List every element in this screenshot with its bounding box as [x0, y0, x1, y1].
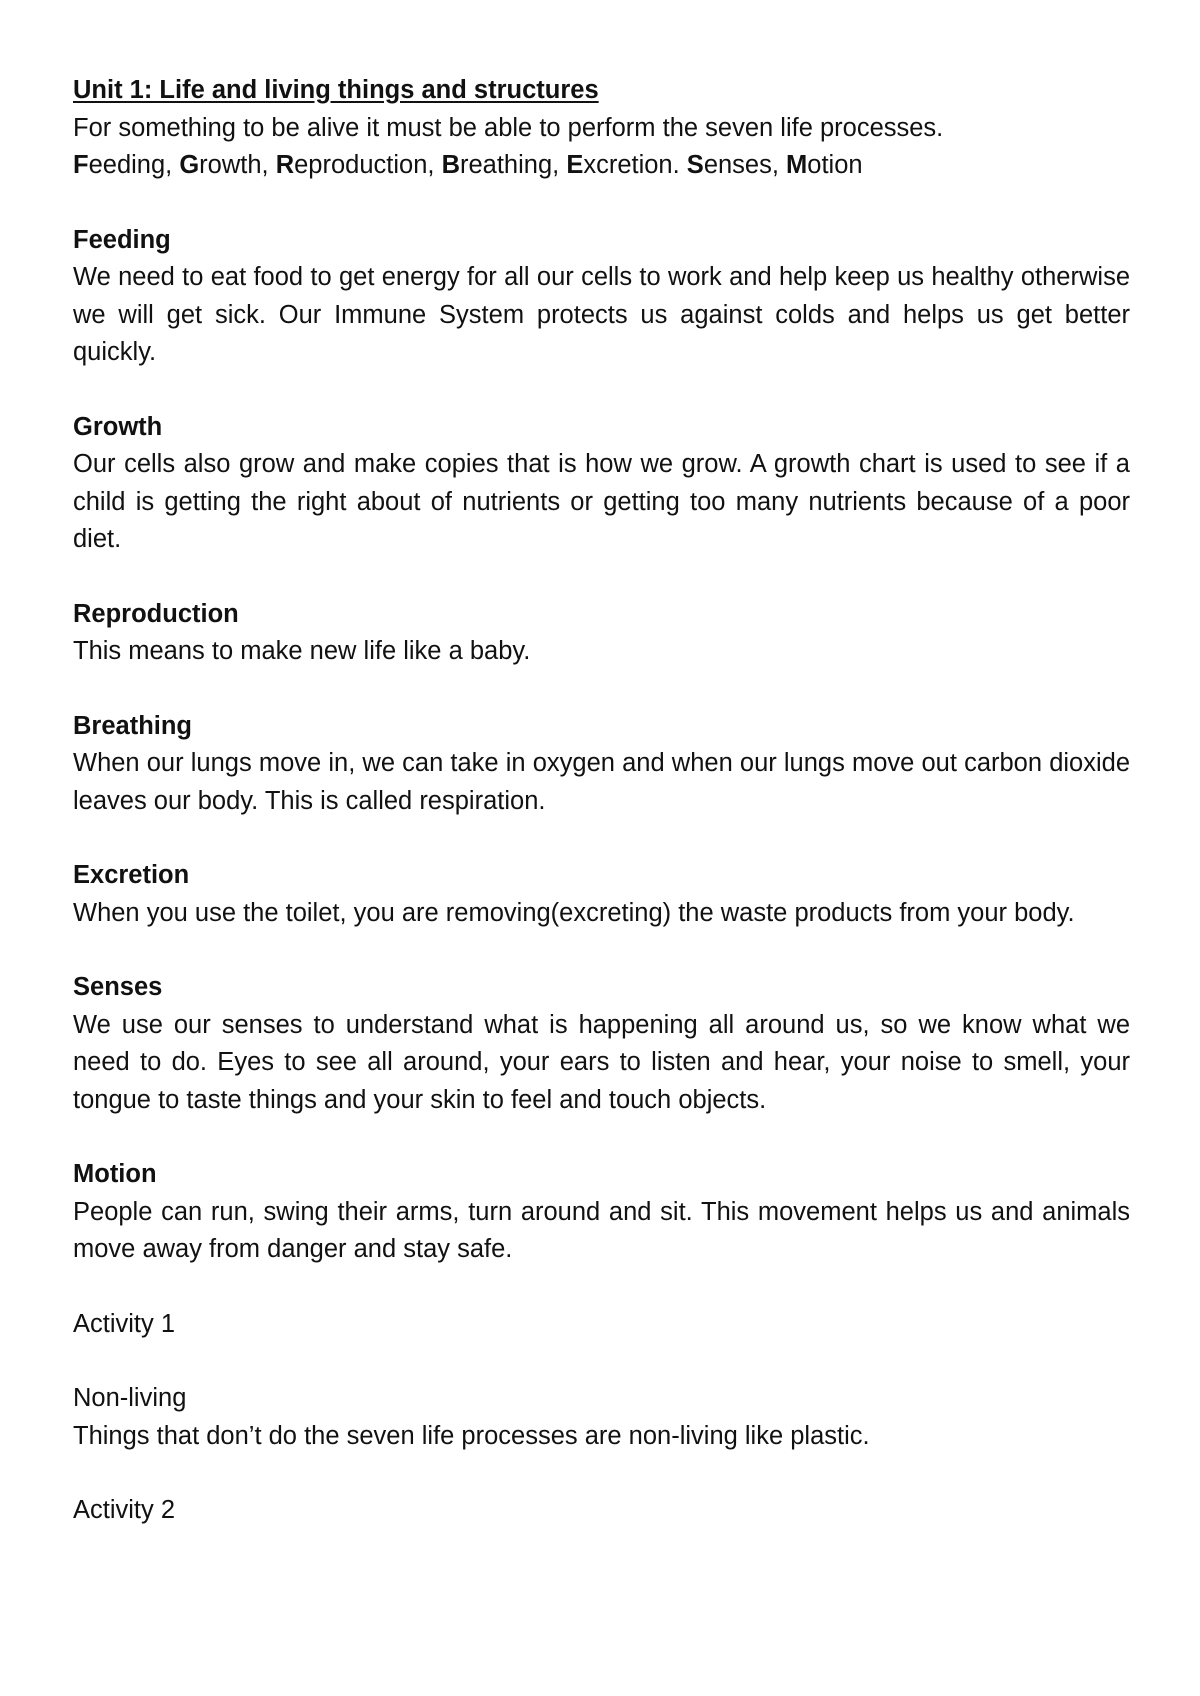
section-heading: Breathing [73, 711, 193, 740]
process-growth: Growth, [179, 151, 276, 179]
section-text: People can run, swing their arms, turn around and sit. This movement helps us and animals move away from danger and stay safe. [73, 1197, 1130, 1263]
section-text: Things that don’t do the seven life processes are non-living like plastic. [73, 1421, 870, 1450]
section-heading: Growth [73, 412, 163, 441]
process-reproduction: Reproduction, [275, 151, 442, 179]
section-heading: Senses [73, 973, 163, 1001]
section-text: We use our senses to understand what is happening all around us, so we know what we need to do. Eyes to see all around, your ears to listen and hear, your noise to smell, your tongue to taste things and your skin to feel and touch objects. [73, 1010, 1130, 1114]
section-growth [73, 409, 1130, 559]
section-heading: Excretion [73, 861, 190, 889]
page-title: Unit 1: Life and living things and structures [73, 76, 599, 104]
document-page [73, 72, 1130, 1530]
activity-2 [73, 1492, 1130, 1530]
section-reproduction [73, 596, 1130, 671]
section-senses [73, 969, 1130, 1119]
process-motion: Motion [786, 151, 863, 179]
section-text: We need to eat food to get energy for all our cells to work and help keep us healthy otherwise we will get sick. Our Immune System protects us against colds and helps us get better quickly. [73, 263, 1130, 366]
section-text: When you use the toilet, you are removing(excreting) the waste products from your body. [73, 898, 1075, 927]
process-senses: Senses, [686, 151, 787, 179]
section-text: This means to make new life like a baby. [73, 637, 531, 665]
intro-text: For something to be alive it must be able to perform the seven life processes. [73, 113, 944, 142]
process-excretion: Excretion. [566, 151, 687, 179]
section-breathing [73, 708, 1130, 821]
activity-1 [73, 1306, 1130, 1344]
activity-label: Activity 1 [73, 1309, 176, 1338]
section-non-living [73, 1380, 1130, 1455]
section-heading: Non-living [73, 1384, 187, 1412]
section-text: When our lungs move in, we can take in oxygen and when our lungs move out carbon dioxide leaves our body. This is called respiration. [73, 749, 1130, 815]
section-excretion [73, 857, 1130, 932]
life-processes-list [73, 147, 1130, 185]
section-heading: Reproduction [73, 599, 239, 628]
section-motion [73, 1156, 1130, 1269]
section-heading: Feeding [73, 225, 171, 254]
process-breathing: Breathing, [441, 151, 567, 179]
activity-label: Activity 2 [73, 1496, 176, 1524]
section-text: Our cells also grow and make copies that is how we grow. A growth chart is used to see if a child is getting the right about of nutrients or getting too many nutrients because of a poor diet. [73, 450, 1130, 553]
section-heading: Motion [73, 1160, 157, 1188]
process-feeding: Feeding, [73, 151, 180, 179]
spacer [73, 185, 1130, 222]
section-feeding [73, 222, 1130, 372]
